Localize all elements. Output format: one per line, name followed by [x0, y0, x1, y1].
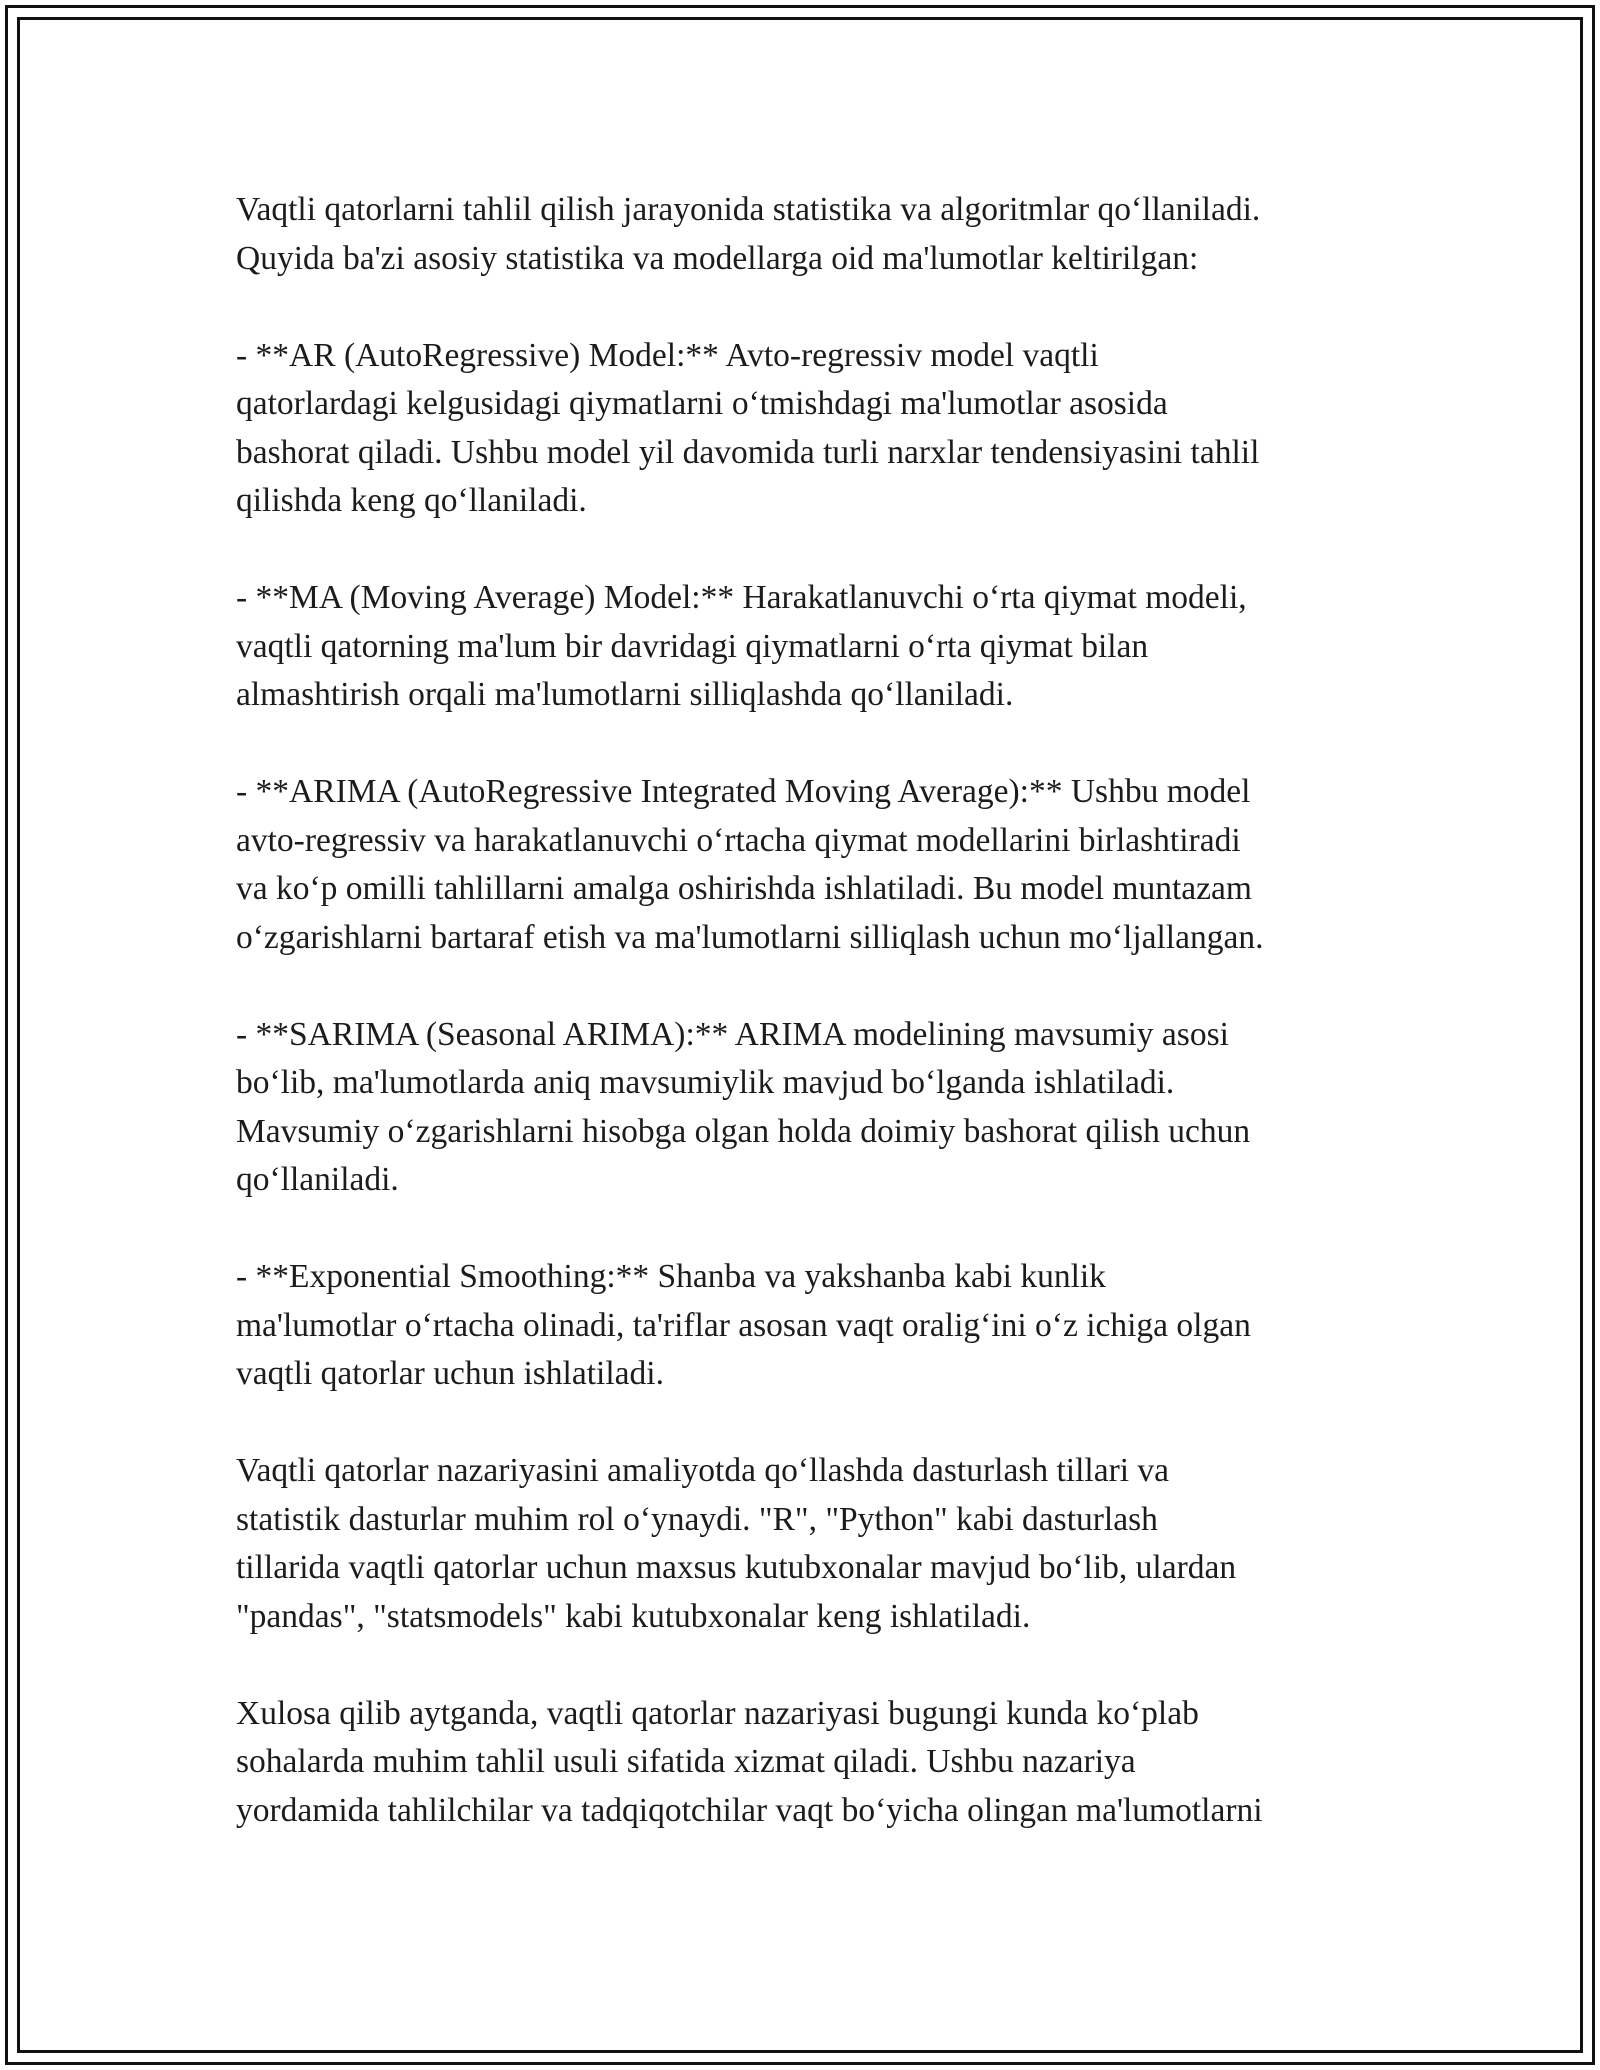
text-line: Vaqtli qatorlar nazariyasini amaliyotda qo‘llashda dasturlash tillari va [236, 1452, 1170, 1489]
paragraph-exponential-smoothing [236, 1253, 1366, 1399]
text-line: Mavsumiy o‘zgarishlarni hisobga olgan holda doimiy bashorat qilish uchun [236, 1112, 1251, 1150]
text-line: tillarida vaqtli qatorlar uchun maxsus kutubxonalar mavjud bo‘lib, ulardan [236, 1549, 1237, 1586]
text-line: Vaqtli qatorlarni tahlil qilish jarayonida statistika va algoritmlar qo‘llaniladi. [236, 191, 1261, 228]
text-line: qatorlardagi kelgusidagi qiymatlarni o‘tmishdagi ma'lumotlar asosida [236, 385, 1168, 422]
text-line: Quyida ba'zi asosiy statistika va modellarga oid ma'lumotlar keltirilgan: [236, 239, 1199, 277]
text-line: vaqtli qatorlar uchun ishlatiladi. [236, 1355, 664, 1392]
text-line: avto-regressiv va harakatlanuvchi o‘rtacha qiymat modellarini birlashtiradi [236, 821, 1241, 859]
text-line: - **SARIMA (Seasonal ARIMA):** ARIMA modelining mavsumiy asosi [236, 1015, 1229, 1053]
text-line: Xulosa qilib aytganda, vaqtli qatorlar nazariyasi bugungi kunda ko‘plab [236, 1694, 1199, 1732]
text-line: ma'lumotlar o‘rtacha olinadi, ta'riflar asosan vaqt oralig‘ini o‘z ichiga olgan [236, 1306, 1251, 1344]
text-line: yordamida tahlilchilar va tadqiqotchilar vaqt bo‘yicha olingan ma'lumotlarni [236, 1791, 1263, 1829]
text-line: bo‘lib, ma'lumotlarda aniq mavsumiylik mavjud bo‘lganda ishlatiladi. [236, 1064, 1175, 1101]
text-line: "pandas", "statsmodels" kabi kutubxonalar keng ishlatiladi. [236, 1597, 1031, 1635]
text-line: - **Exponential Smoothing:** Shanba va yakshanba kabi kunlik [236, 1258, 1106, 1295]
document-body [236, 186, 1366, 1884]
text-line: - **AR (AutoRegressive) Model:** Avto-regressiv model vaqtli [236, 336, 1099, 374]
paragraph-conclusion [236, 1690, 1366, 1836]
text-line: - **ARIMA (AutoRegressive Integrated Moving Average):** Ushbu model [236, 773, 1251, 810]
text-line: vaqtli qatorning ma'lum bir davridagi qiymatlarni o‘rta qiymat bilan [236, 627, 1149, 665]
paragraph-ar-model [236, 332, 1366, 526]
text-line: qo‘llaniladi. [236, 1161, 399, 1198]
text-line: almashtirish orqali ma'lumotlarni silliqlashda qo‘llaniladi. [236, 676, 1014, 713]
text-line: o‘zgarishlarni bartaraf etish va ma'lumotlarni silliqlash uchun mo‘ljallangan. [236, 918, 1264, 956]
paragraph-arima-model [236, 768, 1366, 962]
paragraph-sarima-model [236, 1011, 1366, 1205]
paragraph-ma-model [236, 574, 1366, 720]
paragraph-programming-tools [236, 1447, 1366, 1641]
text-line: va ko‘p omilli tahlillarni amalga oshirishda ishlatiladi. Bu model muntazam [236, 870, 1252, 907]
text-line: - **MA (Moving Average) Model:** Harakatlanuvchi o‘rta qiymat modeli, [236, 579, 1247, 616]
paragraph-intro [236, 186, 1366, 283]
text-line: statistik dasturlar muhim rol o‘ynaydi. "R", "Python" kabi dasturlash [236, 1500, 1158, 1538]
text-line: sohalarda muhim tahlil usuli sifatida xizmat qiladi. Ushbu nazariya [236, 1743, 1136, 1780]
text-line: qilishda keng qo‘llaniladi. [236, 482, 587, 519]
text-line: bashorat qiladi. Ushbu model yil davomida turli narxlar tendensiyasini tahlil [236, 433, 1260, 471]
